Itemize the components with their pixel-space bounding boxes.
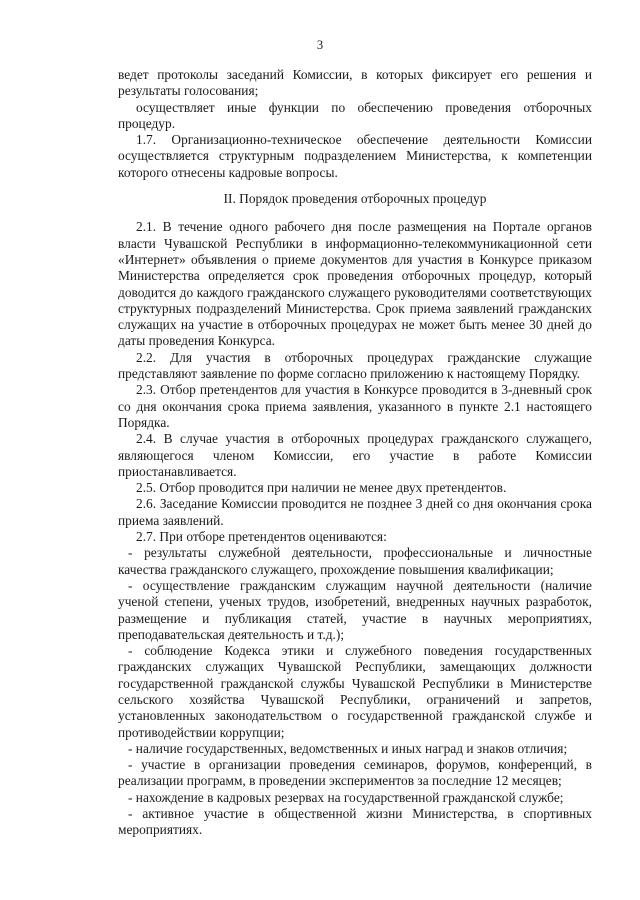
paragraph: 2.3. Отбор претендентов для участия в Конкурсе проводится в 3-дневный срок со дня окончания срока приема заявления, указанного в пункте 2.1 настоящего Порядка. xyxy=(118,382,592,430)
criteria-item: - соблюдение Кодекса этики и служебного поведения государственных гражданских служащих Чувашской Республики, замещающих должности государственной гражданской службы Чувашской Республики в Министерстве сельского хозяйства Чувашской Республики, ограничений и запретов, установленных законодательством о государственной гражданской службе и противодействии коррупции; xyxy=(118,643,592,740)
criteria-item: - наличие государственных, ведомственных и иных наград и знаков отличия; xyxy=(128,740,568,756)
paragraph: 2.7. При отборе претендентов оцениваются: xyxy=(136,529,387,545)
page-number: 3 xyxy=(316,38,324,52)
paragraph: 1.7. Организационно-техническое обеспечение деятельности Комиссии осуществляется структурным подразделением Министерства, к компетенции которого отнесены кадровые вопросы. xyxy=(118,132,592,180)
section-heading: II. Порядок проведения отборочных процедур xyxy=(223,191,487,207)
criteria-item: - нахождение в кадровых резервах на государственной гражданской службе; xyxy=(128,789,564,805)
document-body xyxy=(118,67,592,839)
paragraph: осуществляет иные функции по обеспечению проведения отборочных процедур. xyxy=(118,99,592,131)
criteria-item: - результаты служебной деятельности, профессиональные и личностные качества гражданского служащего, прохождение повышения квалификации; xyxy=(118,545,592,577)
paragraph: 2.5. Отбор проводится при наличии не менее двух претендентов. xyxy=(136,480,507,496)
paragraph: 2.1. В течение одного рабочего дня после размещения на Портале органов власти Чувашской Республики в информационно-телекоммуникационной сети «Интернет» объявления о приеме документов для участия в Конкурсе приказом Министерства определяется срок проведения отборочных процедур, который доводится до каждого гражданского служащего руководителями соответствующих структурных подразделений Министерства. Срок приема заявлений гражданских служащих на участие в отборочных процедурах не может быть менее 30 дней до даты проведения Конкурса. xyxy=(118,219,592,349)
criteria-item: - осуществление гражданским служащим научной деятельности (наличие ученой степени, ученых трудов, изобретений, внедренных научных разработок, размещение и публикация статей, участие в научных мероприятиях, преподавательская деятельность и т.д.); xyxy=(118,577,592,642)
paragraph: ведет протоколы заседаний Комиссии, в которых фиксирует его решения и результаты голосования; xyxy=(118,67,592,99)
criteria-item: - активное участие в общественной жизни Министерства, в спортивных мероприятиях. xyxy=(118,806,592,838)
paragraph: 2.2. Для участия в отборочных процедурах гражданские служащие представляют заявление по форме согласно приложению к настоящему Порядку. xyxy=(118,349,592,382)
paragraph: 2.6. Заседание Комиссии проводится не позднее 3 дней со дня окончания срока приема заявлений. xyxy=(118,496,592,528)
criteria-item: - участие в организации проведения семинаров, форумов, конференций, в реализации программ, в проведении экспериментов за последние 12 месяцев; xyxy=(118,757,592,789)
paragraph: 2.4. В случае участия в отборочных процедурах гражданского служащего, являющегося членом Комиссии, его участие в работе Комиссии приостанавливается. xyxy=(118,431,592,479)
